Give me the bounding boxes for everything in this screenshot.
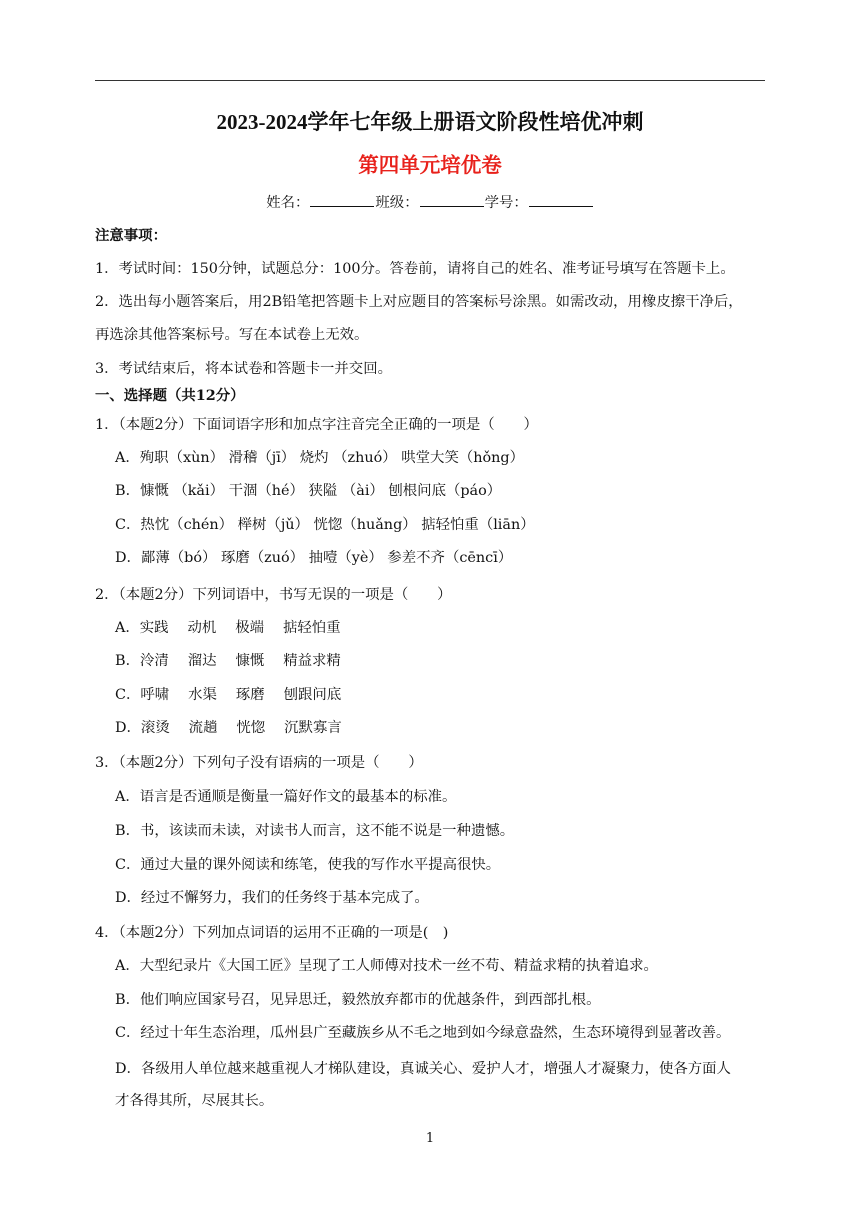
question-option: C．经过十年生态治理，瓜州县广至藏族乡从不毛之地到如今绿意盎然，生态环境得到显著改善。: [115, 1025, 731, 1041]
section-heading: 一、选择题（共12分）: [95, 387, 245, 404]
note-item: 再选涂其他答案标号。写在本试卷上无效。: [95, 327, 369, 343]
class-label: 班级：: [375, 195, 419, 211]
question-stem: 4．（本题2分）下列加点词语的运用不正确的一项是( ): [95, 925, 449, 941]
class-blank[interactable]: [420, 194, 484, 207]
question-option: C．热忱（chén） 榉树（jǔ） 恍惚（huǎng） 掂轻怕重（liān）: [115, 517, 535, 533]
question-option: D．经过不懈努力，我们的任务终于基本完成了。: [115, 890, 429, 906]
page-number: 1: [425, 1131, 435, 1146]
question-option: D．鄙薄（bó） 琢磨（zuó） 抽噎（yè） 参差不齐（cēncī）: [115, 550, 513, 566]
question-option: D．各级用人单位越来越重视人才梯队建设，真诚关心、爱护人才，增强人才凝聚力，使各方面人: [115, 1061, 731, 1077]
note-item: 3．考试结束后，将本试卷和答题卡一并交回。: [95, 361, 392, 377]
question-option: A．语言是否通顺是衡量一篇好作文的最基本的标准。: [115, 789, 457, 805]
question-option: B．他们响应国家号召，见异思迁，毅然放弃都市的优越条件，到西部扎根。: [115, 992, 601, 1008]
notes-heading: 注意事项：: [95, 227, 167, 244]
question-option: A．实践 动机 极端 掂轻怕重: [115, 620, 341, 636]
note-item: 1．考试时间：150分钟，试题总分：100分。答卷前，请将自己的姓名、准考证号填写在答题卡上。: [95, 261, 735, 277]
exam-title: 2023-2024学年七年级上册语文阶段性培优冲刺: [216, 110, 644, 134]
question-option: A．殉职（xùn） 滑稽（jī） 烧灼 （zhuó） 哄堂大笑（hǒng）: [115, 450, 525, 466]
exam-subtitle: 第四单元培优卷: [358, 153, 502, 177]
question-stem: 1．（本题2分）下面词语字形和加点字注音完全正确的一项是（ ）: [95, 417, 538, 433]
question-option: D．滚烫 流趟 恍惚 沉默寡言: [115, 720, 342, 736]
header-rule: [95, 80, 765, 81]
id-label: 学号：: [484, 195, 528, 211]
name-label: 姓名：: [266, 195, 310, 211]
question-option-continued: 才各得其所，尽展其长。: [115, 1093, 274, 1109]
question-stem: 3．（本题2分）下列句子没有语病的一项是（ ）: [95, 755, 423, 771]
name-blank[interactable]: [310, 194, 374, 207]
question-option: A．大型纪录片《大国工匠》呈现了工人师傅对技术一丝不苟、精益求精的执着追求。: [115, 958, 658, 974]
question-stem: 2．（本题2分）下列词语中，书写无误的一项是（ ）: [95, 587, 452, 603]
note-item: 2．选出每小题答案后，用2B铅笔把答题卡上对应题目的答案标号涂黑。如需改动，用橡皮擦干净后，: [95, 294, 743, 310]
question-option: B．泠清 溜达 慷慨 精益求精: [115, 653, 341, 669]
id-blank[interactable]: [529, 194, 593, 207]
question-option: B．慷慨 （kǎi） 干涸（hé） 狭隘 （ài） 刨根问底（páo）: [115, 483, 502, 499]
question-option: C．呼啸 水渠 琢磨 刨跟问底: [115, 687, 342, 703]
student-info-row: [0, 191, 860, 212]
question-option: B．书，该读而未读，对读书人而言，这不能不说是一种遗憾。: [115, 823, 515, 839]
question-option: C．通过大量的课外阅读和练笔，使我的写作水平提高很快。: [115, 857, 501, 873]
